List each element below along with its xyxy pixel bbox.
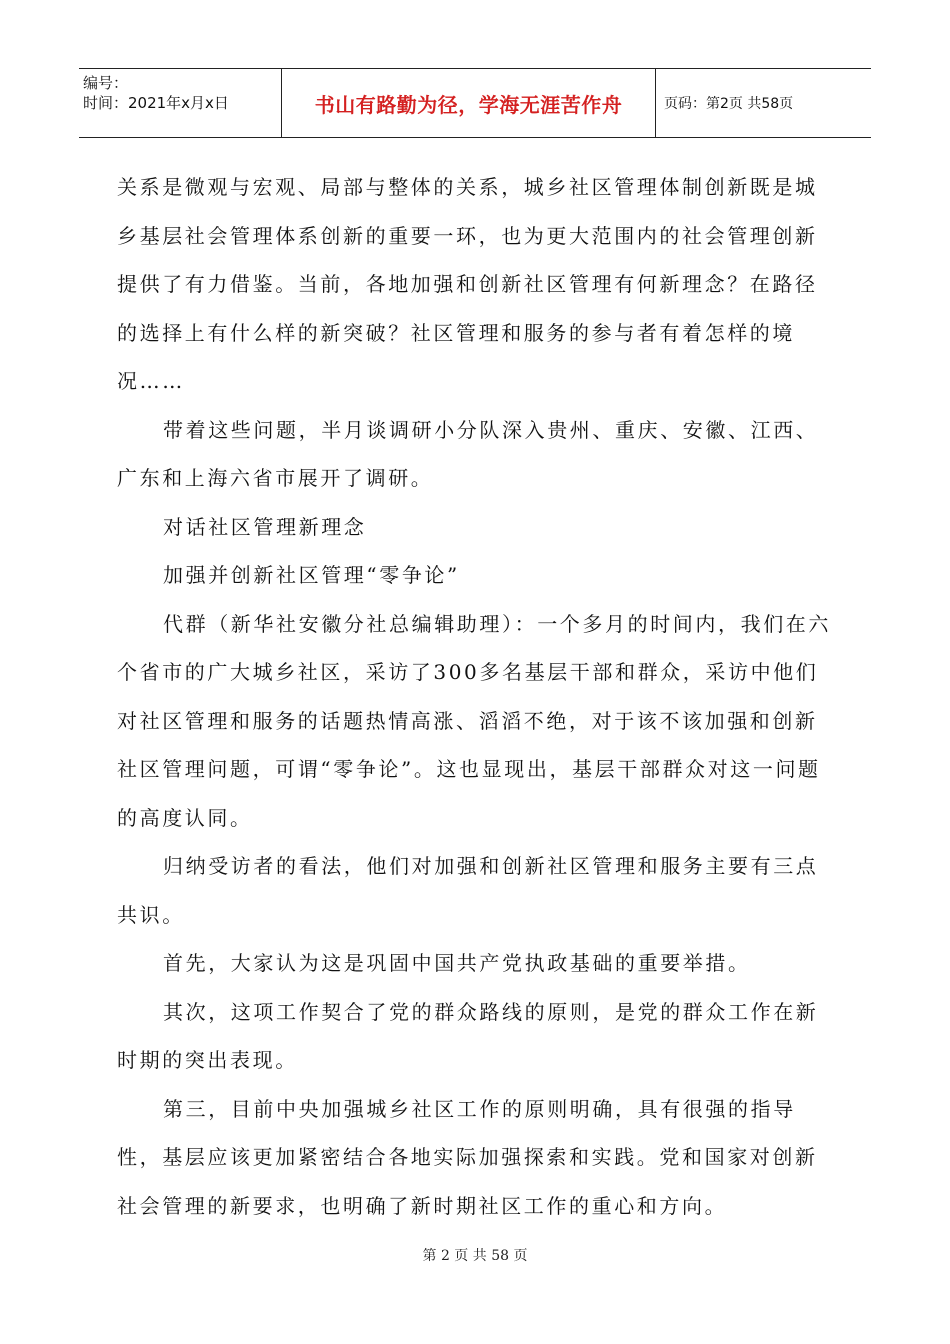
section-heading: 对话社区管理新理念 xyxy=(163,514,367,539)
page-header xyxy=(79,68,871,138)
paragraph: 关系是微观与宏观、局部与整体的关系，城乡社区管理体制创新既是城乡基层社会管理体系创新的重要一环，也为更大范围内的社会管理创新提供了有力借鉴。当前，各地加强和创新社区管理有何新理念？在路径的选择上有什么样的新突破？社区管理和服务的参与者有着怎样的境况…… xyxy=(117,175,818,393)
document-body xyxy=(117,163,834,1230)
header-motto: 书山有路勤为径，学海无涯苦作舟 xyxy=(282,69,656,137)
header-meta xyxy=(79,69,282,137)
paragraph: 带着这些问题，半月谈调研小分队深入贵州、重庆、安徽、江西、广东和上海六省市展开了调研。 xyxy=(117,417,819,490)
paragraph: 代群（新华社安徽分社总编辑助理）：一个多月的时间内，我们在六个省市的广大城乡社区，采访了300多名基层干部和群众，采访中他们对社区管理和服务的话题热情高涨、滔滔不绝，对于该不该加强和创新社区管理问题，可谓“零争论”。这也显现出，基层干部群众对这一问题的高度认同。 xyxy=(117,611,831,830)
section-subheading: 加强并创新社区管理“零争论” xyxy=(163,563,460,587)
document-date: 时间：2021年x月x日 xyxy=(83,94,229,112)
paragraph: 其次，这项工作契合了党的群众路线的原则，是党的群众工作在新时期的突出表现。 xyxy=(117,999,819,1072)
header-page-info: 页码：第2页 共58页 xyxy=(664,96,794,112)
document-number-label: 编号： xyxy=(83,74,129,92)
paragraph: 首先，大家认为这是巩固中国共产党执政基础的重要举措。 xyxy=(163,951,751,975)
page-footer: 第 2 页 共 58 页 xyxy=(422,1248,528,1264)
paragraph: 第三，目前中央加强城乡社区工作的原则明确，具有很强的指导性，基层应该更加紧密结合各地实际加强探索和实践。党和国家对创新社会管理的新要求，也明确了新时期社区工作的重心和方向。 xyxy=(117,1096,818,1218)
paragraph: 归纳受访者的看法，他们对加强和创新社区管理和服务主要有三点共识。 xyxy=(117,854,819,927)
